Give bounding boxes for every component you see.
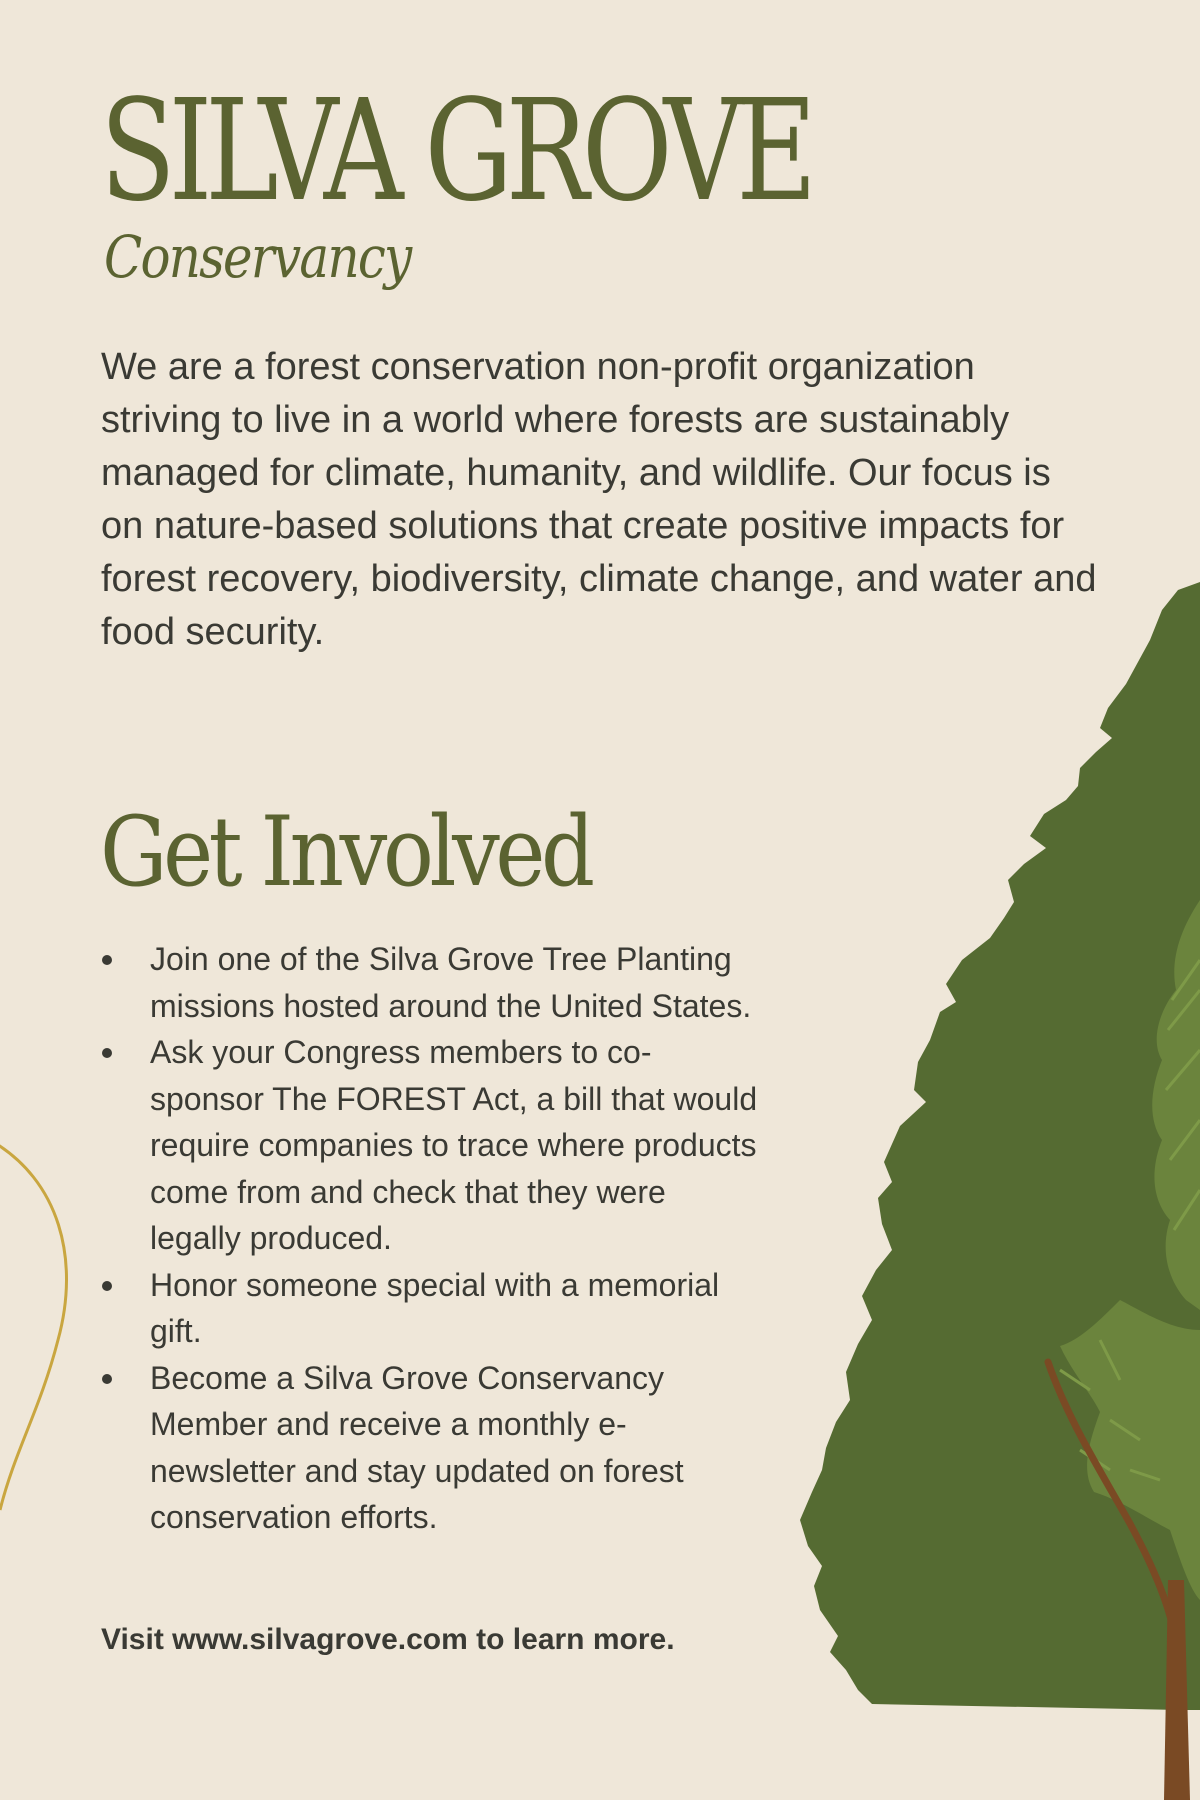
- organization-title: SILVA GROVE: [100, 70, 810, 233]
- bullet-dot-icon: [102, 1374, 112, 1384]
- list-item-text: Become a Silva Grove Conservancy Member and receive a monthly e-newsletter and stay updated on forest conservation efforts.: [150, 1359, 684, 1535]
- pine-tree-illustration: [800, 582, 1200, 1800]
- gold-curve-line: [0, 1140, 67, 1510]
- list-item-text: Honor someone special with a memorial gift.: [150, 1266, 720, 1349]
- bullet-dot-icon: [102, 1048, 112, 1058]
- bullet-dot-icon: [102, 955, 112, 965]
- mission-statement: We are a forest conservation non-profit organization striving to live in a world where forests are sustainably managed for climate, humanity, and wildlife. Our focus is on nature-based solutions that create positive impacts for forest recovery, biodiversity, climate change, and water and food security.: [101, 346, 1097, 653]
- list-item: [100, 1262, 760, 1355]
- get-involved-heading: Get Involved: [100, 796, 591, 908]
- list-item-text: Ask your Congress members to co-sponsor The FOREST Act, a bill that would require companies to trace where products come from and check that they were legally produced.: [150, 1034, 758, 1256]
- bullet-dot-icon: [102, 1281, 112, 1291]
- organization-subtitle: Conservancy: [104, 223, 411, 291]
- get-involved-list: [100, 936, 760, 1541]
- list-item: [100, 1029, 760, 1262]
- list-item: [100, 936, 760, 1029]
- website-call-to-action: Visit www.silvagrove.com to learn more.: [101, 1623, 675, 1656]
- list-item: [100, 1355, 760, 1541]
- list-item-text: Join one of the Silva Grove Tree Planting missions hosted around the United States.: [150, 941, 752, 1024]
